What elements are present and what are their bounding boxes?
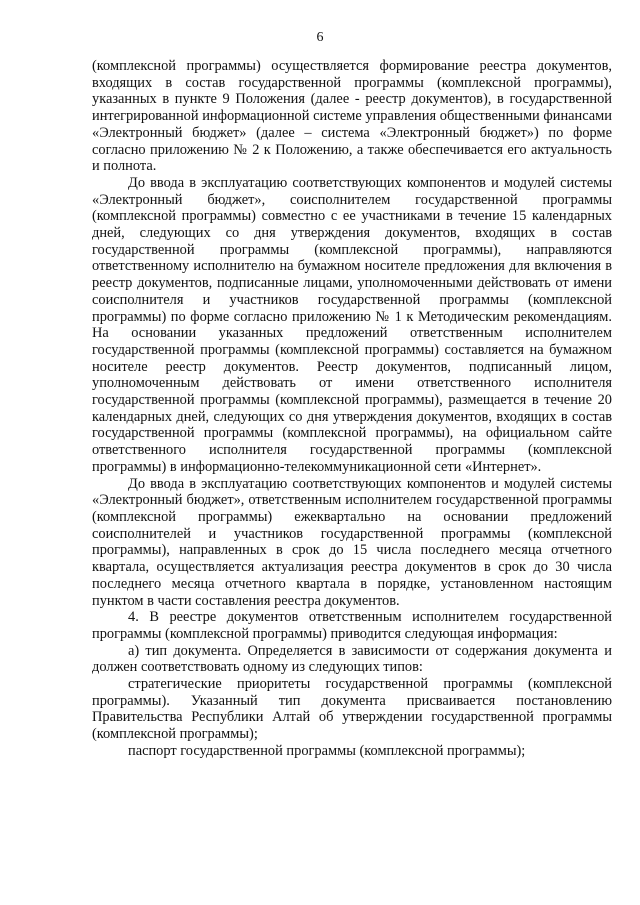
paragraph-passport: паспорт государственной программы (комплексной программы); — [128, 742, 526, 759]
paragraph-strategic-priorities: стратегические приоритеты государственной программы (комплексной программы). Указанный тип документа присваивается постановлению Правительства Республики Алтай об утверждении государственной программы (комплексной программы); — [92, 676, 612, 743]
document-body — [92, 58, 612, 760]
paragraph-registry-formation: (комплексной программы) осуществляется формирование реестра документов, входящих в состав государственной программы (комплексной программы), указанных в пункте 9 Положения (далее - реестр документов), в государственной интегрированной информационной системе управления общественными финансами «Электронный бюджет» (далее – система «Электронный бюджет») по форме согласно приложению № 2 к Положению, а также обеспечивается его актуальность и полнота. — [92, 58, 612, 175]
paragraph-item-4: 4. В реестре документов ответственным исполнителем государственной программы (комплексной программы) приводится следующая информация: — [92, 609, 612, 642]
paragraph-before-commissioning-proposals: До ввода в эксплуатацию соответствующих компонентов и модулей системы «Электронный бюджет», соисполнителем государственной программы (комплексной программы) совместно с ее участниками в течение 15 календарных дней, следующих со дня утверждения документов, входящих в состав государственной программы (комплексной программы), направляются ответственному исполнителю на бумажном носителе предложения для включения в реестр документов, подписанные лицами, уполномоченными действовать от имени соисполнителя и участников государственной программы (комплексной программы) по форме согласно приложению № 1 к Методическим рекомендациям. На основании указанных предложений ответственным исполнителем государственной программы (комплексной программы) составляется на бумажном носителе реестр документов. Реестр документов, подписанный лицом, уполномоченным действовать от имени ответственного исполнителя государственной программы (комплексной программы), размещается в течение 20 календарных дней, следующих со дня утверждения документов, входящих в состав государственной программы (комплексной программы), на официальном сайте ответственного исполнителя государственной программы (комплексной программы) в информационно-телекоммуникационной сети «Интернет». — [92, 174, 612, 475]
page-number: 6 — [316, 30, 324, 45]
paragraph-item-a: а) тип документа. Определяется в зависимости от содержания документа и должен соответствовать одному из следующих типов: — [92, 642, 612, 676]
paragraph-quarterly-update: До ввода в эксплуатацию соответствующих компонентов и модулей системы «Электронный бюджет», ответственным исполнителем государственной программы (комплексной программы) ежеквартально на основании предложений соисполнителей и участников государственной программы (комплексной программы), направленных в срок до 15 числа последнего месяца отчетного квартала, осуществляется актуализация реестра документов в срок до 30 числа последнего месяца отчетного квартала в порядке, установленном настоящим пунктом в части составления реестра документов. — [92, 475, 612, 609]
